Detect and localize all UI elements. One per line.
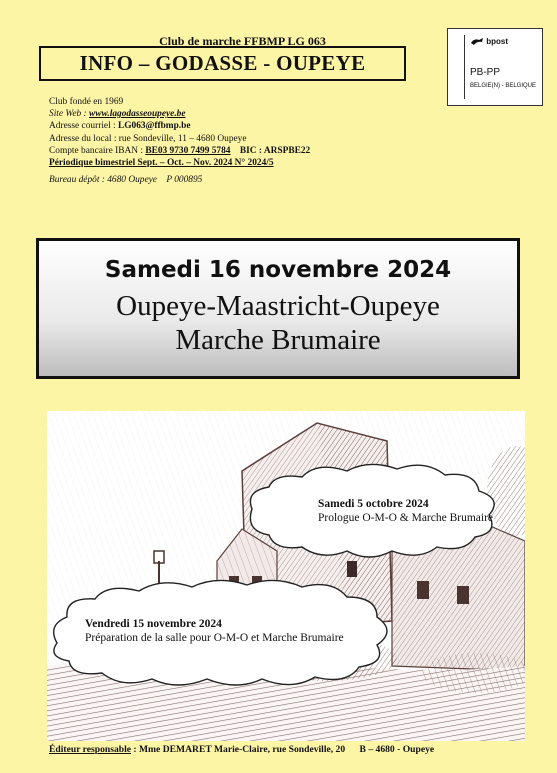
tower-sketch-illustration: [47, 411, 525, 741]
editor-text: : Mme DEMARET Marie-Claire, rue Sondeville, 20: [131, 744, 346, 755]
newsletter-title: INFO – GODASSE - OUPEYE: [79, 51, 366, 75]
editor-line: [49, 744, 434, 755]
website-label: Site Web :: [49, 109, 90, 120]
club-name: Club de marche FFBMP LG 063: [159, 34, 326, 48]
depot-line: [49, 174, 449, 186]
address-line: Adresse du local : rue Sondeville, 11 – 4680 Oupeye: [49, 133, 247, 144]
email-label: Adresse courriel :: [49, 121, 118, 132]
bank-line: [49, 145, 449, 157]
postage-stamp: [447, 28, 543, 106]
bank-label: Compte bancaire IBAN :: [49, 145, 146, 156]
cloud-prologue-date: Samedi 5 octobre 2024: [318, 498, 429, 510]
editor-label: Éditeur responsable: [49, 744, 132, 755]
cloud-preparation-text: Préparation de la salle pour O-M-O et Marche Brumaire: [85, 631, 344, 644]
periodical-line: Périodique bimestriel Sept. – Oct. – Nov. 2024 N° 2024/5: [49, 158, 274, 169]
email-line: [49, 120, 449, 132]
postage-country: BELGIE(N) - BELGIQUE: [470, 83, 537, 89]
website-link[interactable]: www.lagodasseoupeye.be: [89, 109, 186, 120]
website-line: [49, 108, 449, 120]
event-date: Samedi 16 novembre 2024: [104, 257, 452, 283]
event-name: Marche Brumaire: [175, 324, 381, 356]
stamp-divider: [464, 35, 465, 99]
iban: BE03 9730 7499 5784: [145, 145, 231, 156]
editor-city: B – 4680 - Oupeye: [359, 744, 435, 755]
postage-code: PB-PP: [470, 67, 501, 78]
bpost-logo: [470, 37, 508, 46]
bic: BIC : ARSPBE22: [239, 145, 311, 156]
email-link[interactable]: LG063@ffbmp.be: [118, 121, 191, 132]
depot: Bureau dépôt : 4680 Oupeye: [49, 175, 157, 186]
bpost-horn-icon: [470, 37, 484, 46]
event-banner: [36, 238, 520, 379]
bpost-brand: bpost: [486, 37, 509, 46]
founded-line: Club fondé en 1969: [49, 97, 124, 107]
event-route: Oupeye-Maastricht-Oupeye: [116, 290, 440, 322]
cloud-preparation-date: Vendredi 15 novembre 2024: [85, 618, 222, 630]
permit: P 000895: [166, 175, 203, 186]
club-info: [49, 96, 449, 186]
cloud-preparation: [85, 618, 410, 645]
newsletter-title-box: [39, 46, 406, 81]
cloud-prologue: [318, 498, 557, 525]
cloud-prologue-text: Prologue O-M-O & Marche Brumaire: [318, 511, 494, 524]
